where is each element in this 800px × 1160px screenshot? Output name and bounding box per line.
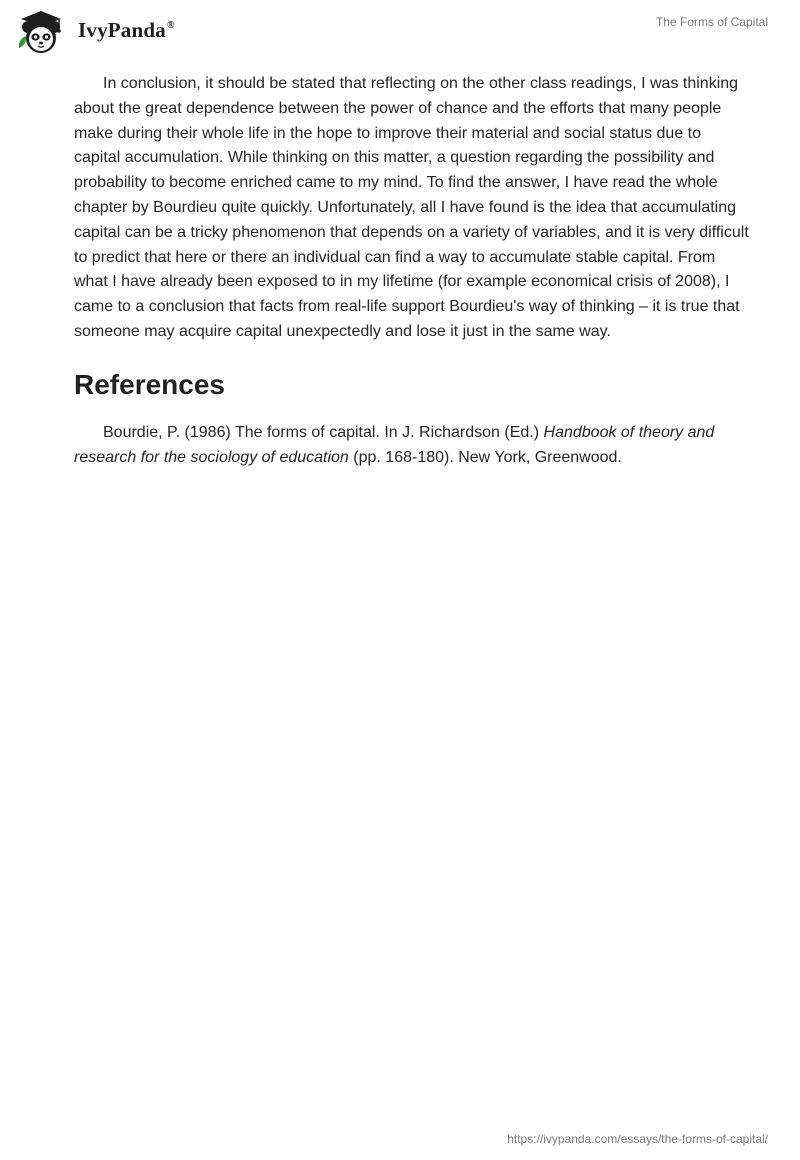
running-title: The Forms of Capital — [655, 15, 768, 29]
panda-graduate-icon — [16, 8, 72, 56]
essay-content — [74, 72, 750, 470]
reference-author-text: Bourdie, P. (1986) The forms of capital. In J. Richardson (Ed.) — [103, 423, 544, 441]
reference-entry — [74, 421, 750, 471]
reference-book-title: Handbook of theory and research for the sociology of education — [74, 423, 715, 466]
page-header — [0, 0, 800, 64]
conclusion-paragraph: In conclusion, it should be stated that reflecting on the other class readings, I was thinking about the great dependence between the power of chance and the efforts that many people make during their whole life in the hope to improve their material and social status due to capital accumulation. While thinking on this matter, a question regarding the possibility and probability to become enriched came to my mind. To find the answer, I have read the whole chapter by Bourdieu quite quickly. Unfortunately, all I have found is the idea that accumulating capital can be a tricky phenomenon that depends on a variety of variables, and it is very difficult to predict that here or there an individual can find a way to accumulate stable capital. From what I have already been exposed to in my lifetime (for example economical crisis of 2008), I came to a conclusion that facts from real-life support Bourdieu's way of thinking – it is true that someone may acquire capital unexpectedly and lose it just in the same way. — [74, 75, 749, 340]
ivypanda-logo[interactable] — [16, 8, 191, 56]
brand-name: IvyPanda® — [78, 18, 175, 42]
source-url-link[interactable]: https://ivypanda.com/essays/the-forms-of-capital/ — [507, 1132, 768, 1146]
reference-publisher-text: (pp. 168-180). New York, Greenwood. — [348, 448, 622, 466]
references-heading: References — [74, 368, 225, 400]
registered-mark: ® — [166, 20, 175, 31]
